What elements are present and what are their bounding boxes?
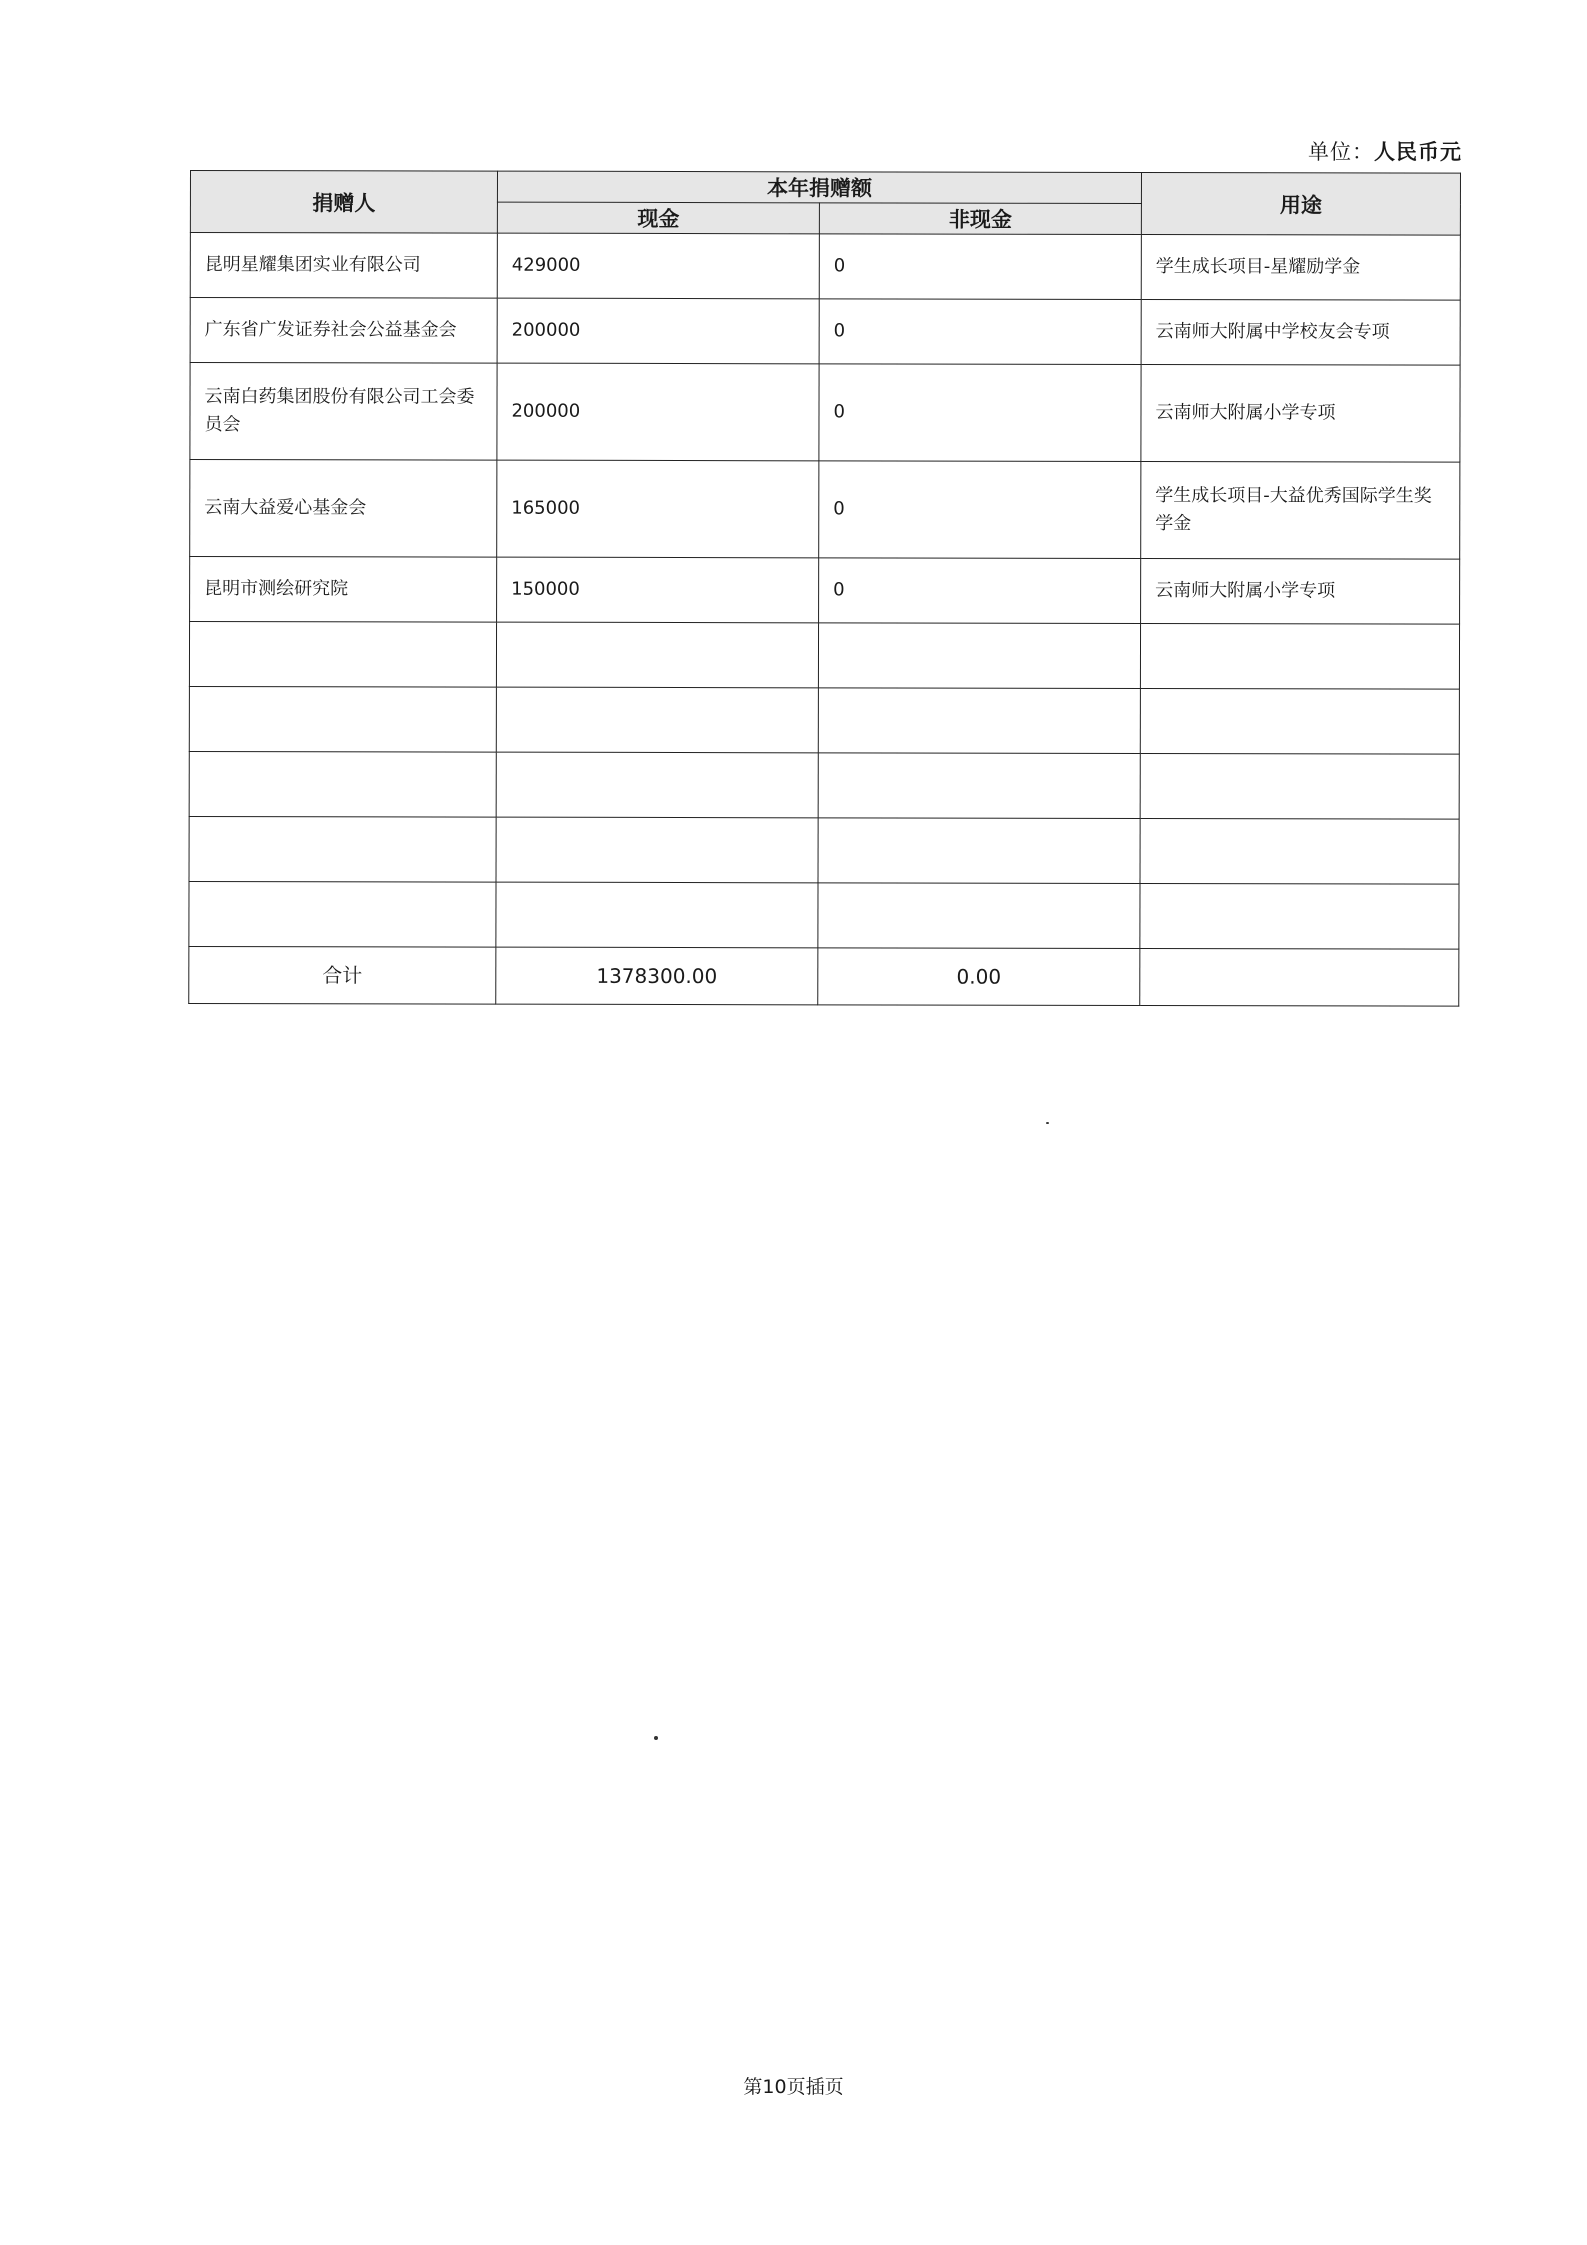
empty-cell — [496, 817, 818, 883]
donor-cell: 云南白药集团股份有限公司工会委员会 — [190, 363, 497, 461]
header-non-cash: 非现金 — [819, 203, 1141, 235]
unit-label — [1300, 136, 1462, 166]
empty-cell — [1140, 948, 1459, 1006]
total-row — [189, 946, 1459, 1006]
cash-cell: 200000 — [497, 363, 819, 461]
empty-cell — [189, 686, 496, 752]
unit-prefix: 单位： — [1308, 140, 1374, 164]
empty-cell — [189, 816, 496, 882]
empty-cell — [1140, 688, 1459, 754]
unit-value: 人民币元 — [1374, 140, 1462, 164]
empty-cell — [496, 622, 818, 688]
cash-cell: 429000 — [497, 233, 819, 299]
header-amount-group: 本年捐赠额 — [497, 171, 1141, 203]
empty-cell — [1140, 753, 1459, 819]
table-row — [190, 557, 1460, 625]
purpose-cell: 云南师大附属小学专项 — [1141, 558, 1460, 624]
donor-cell: 昆明市测绘研究院 — [190, 557, 497, 623]
page-footer: 第10页插页 — [743, 2076, 844, 2098]
table-row — [190, 233, 1460, 301]
total-cash: 1378300.00 — [496, 947, 818, 1005]
table-row — [190, 363, 1460, 463]
donor-cell: 广东省广发证券社会公益基金会 — [190, 298, 497, 364]
scan-speck — [1046, 1122, 1049, 1124]
empty-cell — [1140, 818, 1459, 884]
donation-table — [188, 170, 1461, 1007]
cash-cell: 200000 — [497, 298, 819, 364]
non-cash-cell: 0 — [819, 234, 1141, 300]
table-row — [190, 298, 1460, 366]
empty-cell — [1140, 623, 1459, 689]
non-cash-cell: 0 — [819, 461, 1141, 559]
table-row — [190, 460, 1460, 560]
non-cash-cell: 0 — [819, 558, 1141, 624]
empty-row — [189, 622, 1459, 690]
empty-row — [189, 816, 1459, 884]
purpose-cell: 学生成长项目-大益优秀国际学生奖学金 — [1141, 461, 1460, 559]
empty-cell — [189, 751, 496, 817]
empty-cell — [496, 882, 818, 948]
empty-cell — [818, 623, 1140, 689]
cash-cell: 150000 — [497, 557, 819, 623]
empty-cell — [189, 622, 496, 688]
total-non-cash: 0.00 — [818, 948, 1140, 1006]
empty-cell — [818, 688, 1140, 754]
non-cash-cell: 0 — [819, 299, 1141, 365]
empty-row — [189, 881, 1459, 949]
total-label: 合计 — [189, 946, 496, 1004]
empty-row — [189, 751, 1459, 819]
non-cash-cell: 0 — [819, 364, 1141, 462]
header-row-1 — [190, 171, 1460, 205]
purpose-cell: 学生成长项目-星耀励学金 — [1141, 234, 1460, 300]
scan-speck — [654, 1736, 658, 1740]
purpose-cell: 云南师大附属小学专项 — [1141, 364, 1460, 462]
header-donor: 捐赠人 — [190, 171, 497, 234]
empty-cell — [1140, 883, 1459, 949]
header-purpose: 用途 — [1141, 172, 1460, 235]
empty-cell — [818, 753, 1140, 819]
cash-cell: 165000 — [497, 460, 819, 558]
purpose-cell: 云南师大附属中学校友会专项 — [1141, 299, 1460, 365]
empty-cell — [818, 883, 1140, 949]
empty-cell — [496, 687, 818, 753]
donor-cell: 云南大益爱心基金会 — [190, 460, 497, 558]
empty-cell — [496, 752, 818, 818]
empty-row — [189, 686, 1459, 754]
donor-cell: 昆明星耀集团实业有限公司 — [190, 233, 497, 299]
empty-cell — [189, 881, 496, 947]
header-cash: 现金 — [497, 202, 819, 234]
empty-cell — [818, 818, 1140, 884]
